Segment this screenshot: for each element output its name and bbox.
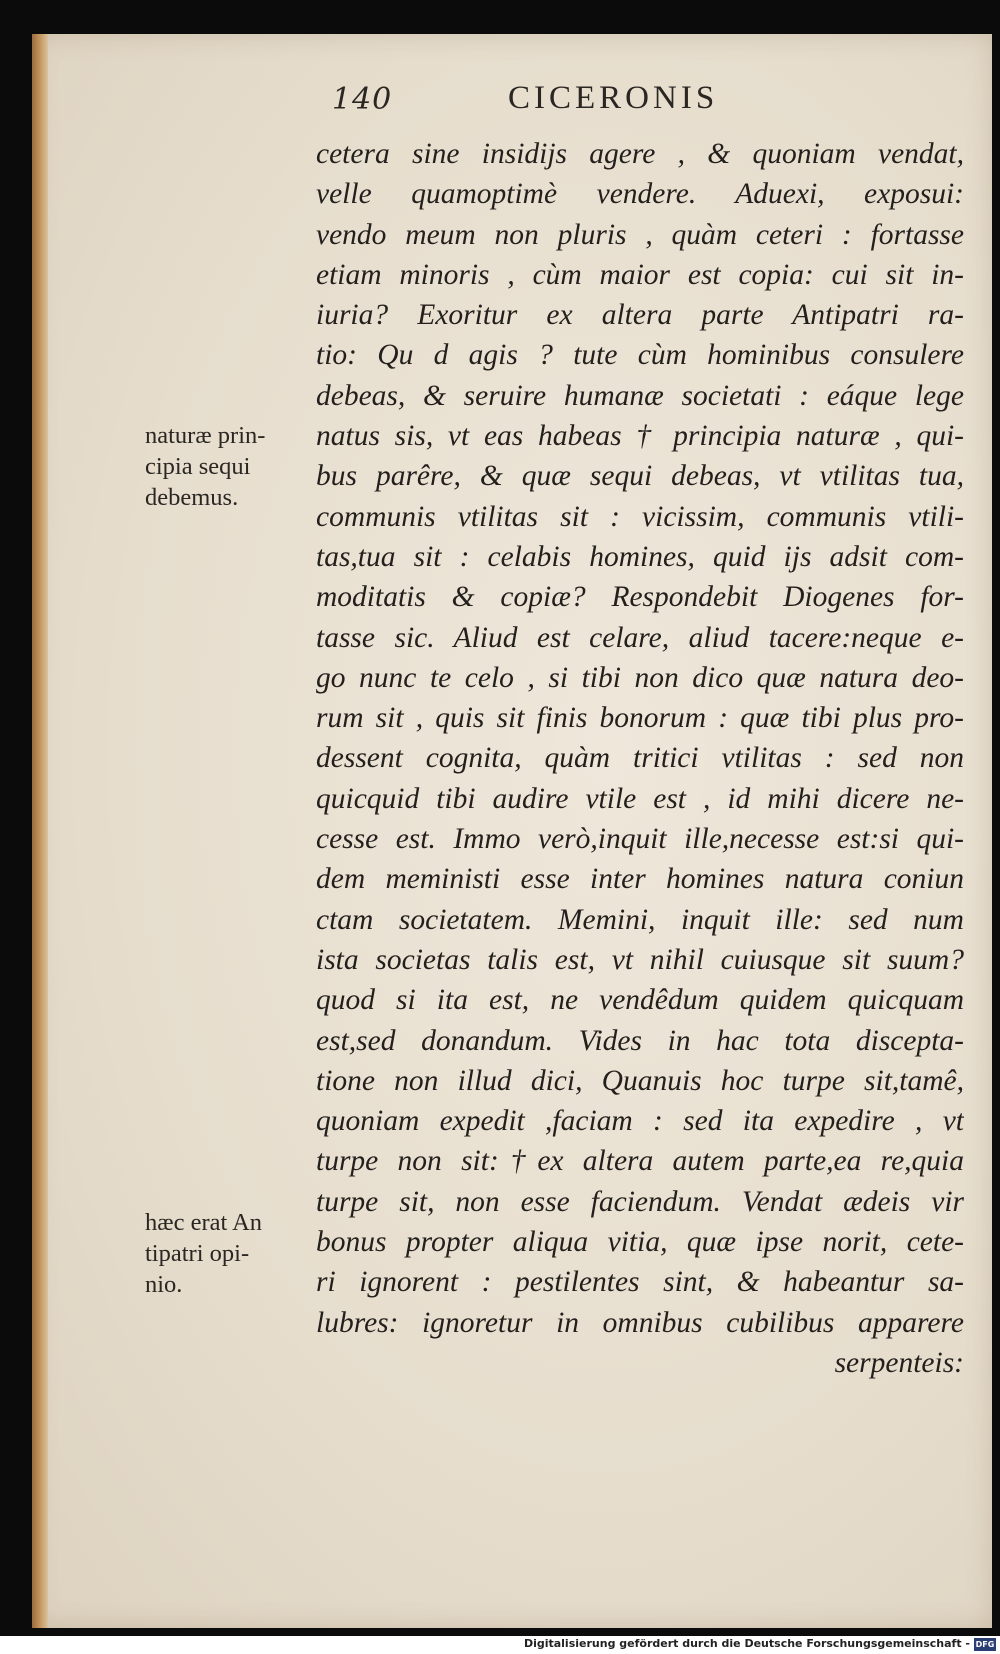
text-line: est,sed donandum. Vides in hac tota disceptа-	[316, 1024, 964, 1057]
running-head: CICERONIS	[508, 80, 719, 116]
text-line: lubres: ignoretur in omnibus cubilibus apparere	[316, 1306, 964, 1339]
text-line: ista societas talis est, vt nihil cuiusque sit suum?	[316, 943, 964, 976]
text-line: tasse sic. Aliud est celare, aliud tacere:neque e-	[316, 621, 964, 654]
funding-credit: Digitalisierung gefördert durch die Deutsche Forschungsgemeinschaft -	[523, 1637, 970, 1650]
main-text-block	[316, 134, 964, 1383]
margin-note-line: tipatri opi-	[145, 1240, 250, 1267]
margin-note-natura	[145, 420, 315, 513]
text-line: bonus propter aliqua vitia, quæ ipse norit, cete-	[316, 1226, 964, 1259]
text-line: cesse est. Immo verò,inquit ille,necesse est:si qui-	[316, 823, 964, 856]
text-line: quicquid tibi audire vtile est , id mihi dicere ne-	[316, 782, 964, 815]
book-spine	[32, 34, 48, 1628]
text-line: natus sis, vt eas habeas † principia naturæ , qui-	[316, 420, 964, 453]
text-line: cetera sine insidijs agere , & quoniam vendat,	[316, 138, 964, 170]
margin-note-line: hæc erat An	[145, 1209, 263, 1236]
dfg-logo: DFG	[975, 1640, 995, 1649]
text-line: iuria? Exoritur ex altera parte Antipatri ra-	[316, 299, 964, 332]
margin-note-line: debemus.	[145, 484, 239, 511]
text-line: bus parêre, & quæ sequi debeas, vt vtilitas tua,	[316, 460, 964, 493]
margin-note-line: cipia sequi	[145, 453, 251, 480]
text-line: etiam minoris , cùm maior est copia: cui sit in-	[316, 258, 964, 291]
text-line: turpe sit, non esse faciendum. Vendat ædeis vir	[316, 1185, 964, 1218]
text-line: tio: Qu d agis ? tute cùm hominibus consulere	[316, 339, 964, 372]
text-line: quod si ita est, ne vendêdum quidem quicquam	[316, 984, 964, 1017]
text-line: ctam societatem. Memini, inquit ille: sed num	[316, 903, 964, 936]
text-line: vendo meum non pluris , quàm ceteri : fortasse	[316, 218, 964, 251]
text-line: go nunc te celo , si tibi non dico quæ natura deo-	[316, 661, 964, 694]
margin-note-antipatri	[145, 1207, 315, 1300]
text-line: moditatis & copiæ? Respondebit Diogenes for-	[316, 581, 964, 614]
text-line: communis vtilitas sit : vicissim, communis vtili-	[316, 500, 964, 533]
text-line: debeas, & seruire humanæ societati : eáque lege	[316, 379, 964, 412]
text-line: ri ignorent : pestilentes sint, & habeantur sa-	[316, 1266, 964, 1299]
text-line: dem meministi esse inter homines natura coniun	[316, 863, 964, 896]
text-line: dessent cognita, quàm tritici vtilitas : sed non	[316, 742, 964, 775]
margin-note-line: naturæ prin-	[145, 422, 266, 449]
text-line: velle quamoptimè vendere. Aduexi, exposui:	[316, 178, 964, 211]
margin-note-line: nio.	[145, 1271, 183, 1298]
text-line: quoniam expedit ,faciam : sed ita expedire , vt	[316, 1105, 964, 1138]
text-line: serpenteis:	[834, 1346, 964, 1379]
footer-bar	[0, 1636, 1000, 1654]
text-line: tas,tua sit : celabis homines, quid ijs adsit com-	[316, 540, 964, 573]
text-line: rum sit , quis sit finis bonorum : quæ tibi plus pro-	[316, 702, 964, 735]
text-line: tione non illud dici, Quanuis hoc turpe sit,tamê,	[316, 1064, 964, 1097]
text-line: turpe non sit:†ex altera autem parte,ea re,quia	[316, 1145, 964, 1178]
page-number: 140	[332, 82, 393, 117]
